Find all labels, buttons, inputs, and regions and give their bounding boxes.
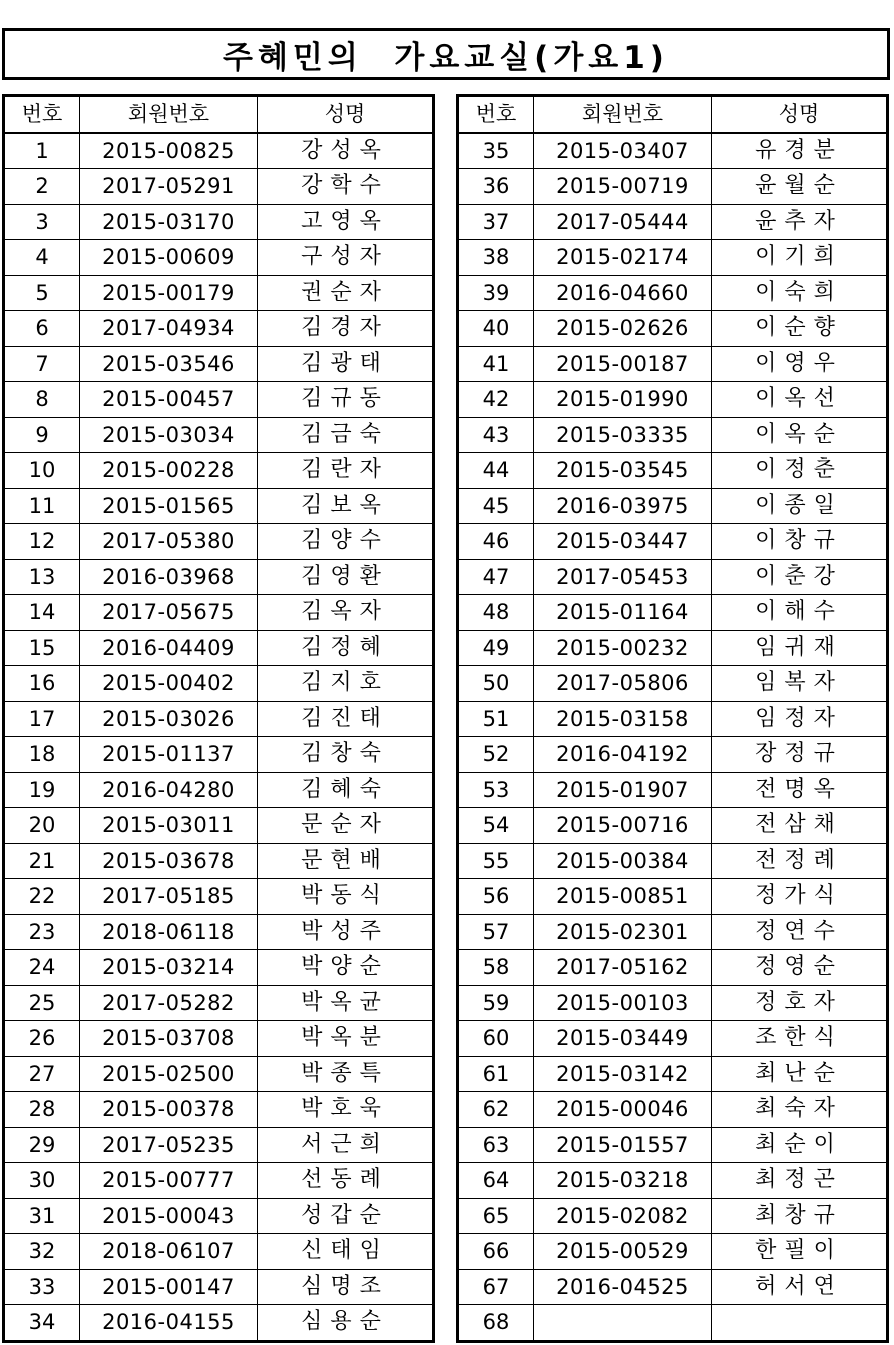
table-row [4,1234,434,1270]
member-id: 2015-00384 [534,843,712,879]
member-name: 박양순 [258,950,434,986]
row-number: 41 [458,346,534,382]
table-row [4,985,434,1021]
row-number: 62 [458,1092,534,1128]
table-row [458,1056,888,1092]
table-row [4,133,434,169]
member-name: 이옥선 [712,382,888,418]
member-name: 박동식 [258,879,434,915]
member-id: 2015-01907 [534,772,712,808]
row-number: 34 [4,1305,80,1342]
member-name: 장정규 [712,737,888,773]
member-id: 2016-03968 [80,559,258,595]
member-name: 이순향 [712,311,888,347]
member-name: 최정곤 [712,1163,888,1199]
row-number: 43 [458,417,534,453]
member-name: 권순자 [258,275,434,311]
row-number: 47 [458,559,534,595]
member-id: 2015-01137 [80,737,258,773]
table-row [4,1127,434,1163]
member-id: 2015-02174 [534,240,712,276]
member-id: 2017-05453 [534,559,712,595]
row-number: 48 [458,595,534,631]
member-name [712,1305,888,1342]
row-number: 56 [458,879,534,915]
member-name: 전명옥 [712,772,888,808]
member-id: 2015-00609 [80,240,258,276]
member-id: 2015-03449 [534,1021,712,1057]
row-number: 66 [458,1234,534,1270]
table-row [458,204,888,240]
member-id: 2015-00147 [80,1269,258,1305]
table-row [4,843,434,879]
table-row [458,914,888,950]
member-id: 2015-02082 [534,1198,712,1234]
member-name: 박종특 [258,1056,434,1092]
member-id: 2015-00402 [80,666,258,702]
table-row [458,808,888,844]
member-name: 최창규 [712,1198,888,1234]
member-id: 2015-03546 [80,346,258,382]
row-number: 9 [4,417,80,453]
member-id: 2017-05282 [80,985,258,1021]
member-id: 2015-03545 [534,453,712,489]
row-number: 61 [458,1056,534,1092]
table-row [458,133,888,169]
member-id: 2015-02301 [534,914,712,950]
row-number: 25 [4,985,80,1021]
member-name: 심명조 [258,1269,434,1305]
member-name: 강학수 [258,169,434,205]
member-name: 유경분 [712,133,888,169]
member-name: 이종일 [712,488,888,524]
member-name: 김경자 [258,311,434,347]
member-id: 2016-04155 [80,1305,258,1342]
member-id: 2017-05444 [534,204,712,240]
row-number: 21 [4,843,80,879]
member-id: 2015-02500 [80,1056,258,1092]
table-row [458,524,888,560]
row-number: 12 [4,524,80,560]
member-name: 문현배 [258,843,434,879]
member-name: 성갑순 [258,1198,434,1234]
member-name: 문순자 [258,808,434,844]
member-id: 2017-05185 [80,879,258,915]
member-name: 김영환 [258,559,434,595]
row-number: 24 [4,950,80,986]
row-number: 42 [458,382,534,418]
row-number: 16 [4,666,80,702]
row-number: 29 [4,1127,80,1163]
member-name: 정영순 [712,950,888,986]
member-name: 조한식 [712,1021,888,1057]
member-name: 이영우 [712,346,888,382]
table-row [458,1127,888,1163]
row-number: 4 [4,240,80,276]
table-row [4,453,434,489]
member-name: 김란자 [258,453,434,489]
table-row [458,701,888,737]
header-name: 성명 [258,96,434,133]
member-name: 임귀재 [712,630,888,666]
table-row [4,382,434,418]
member-id: 2015-00825 [80,133,258,169]
member-name: 최난순 [712,1056,888,1092]
table-row [458,417,888,453]
table-row [4,879,434,915]
table-row [458,879,888,915]
row-number: 31 [4,1198,80,1234]
member-id: 2015-00719 [534,169,712,205]
member-name: 정호자 [712,985,888,1021]
table-row [4,346,434,382]
member-id: 2015-00187 [534,346,712,382]
member-id: 2016-04280 [80,772,258,808]
member-name: 이창규 [712,524,888,560]
title-box [2,28,890,80]
member-name: 박성주 [258,914,434,950]
member-id: 2015-00378 [80,1092,258,1128]
row-number: 6 [4,311,80,347]
member-name: 이춘강 [712,559,888,595]
header-member-id: 회원번호 [80,96,258,133]
row-number: 15 [4,630,80,666]
row-number: 35 [458,133,534,169]
member-id: 2016-04660 [534,275,712,311]
table-row [4,559,434,595]
row-number: 11 [4,488,80,524]
row-number: 7 [4,346,80,382]
member-name: 이정춘 [712,453,888,489]
member-id: 2015-03034 [80,417,258,453]
table-row [458,488,888,524]
member-id: 2017-05291 [80,169,258,205]
row-number: 33 [4,1269,80,1305]
table-row [4,666,434,702]
table-row [4,595,434,631]
table-row [458,630,888,666]
member-id: 2015-03026 [80,701,258,737]
row-number: 14 [4,595,80,631]
row-number: 39 [458,275,534,311]
member-id: 2016-04192 [534,737,712,773]
member-name: 최순이 [712,1127,888,1163]
member-id: 2016-04525 [534,1269,712,1305]
row-number: 38 [458,240,534,276]
row-number: 60 [458,1021,534,1057]
member-name: 김양수 [258,524,434,560]
row-number: 51 [458,701,534,737]
row-number: 64 [458,1163,534,1199]
member-id: 2016-04409 [80,630,258,666]
table-row [4,808,434,844]
header-member-id: 회원번호 [534,96,712,133]
table-row [4,240,434,276]
header-no: 번호 [4,96,80,133]
member-id: 2015-03678 [80,843,258,879]
row-number: 13 [4,559,80,595]
member-id: 2015-03170 [80,204,258,240]
table-row [458,772,888,808]
member-name: 박옥균 [258,985,434,1021]
row-number: 30 [4,1163,80,1199]
table-row [458,737,888,773]
member-id: 2015-03214 [80,950,258,986]
member-name: 서근희 [258,1127,434,1163]
member-id: 2015-03335 [534,417,712,453]
member-id: 2015-00043 [80,1198,258,1234]
member-table-right [456,94,889,1343]
table-row [4,950,434,986]
table-row [458,382,888,418]
member-id: 2015-00179 [80,275,258,311]
table-row [4,1198,434,1234]
member-id: 2015-01990 [534,382,712,418]
row-number: 23 [4,914,80,950]
row-number: 63 [458,1127,534,1163]
table-row [4,275,434,311]
row-number: 57 [458,914,534,950]
member-id: 2015-00529 [534,1234,712,1270]
row-number: 5 [4,275,80,311]
table-row [458,1269,888,1305]
row-number: 10 [4,453,80,489]
member-name: 김정혜 [258,630,434,666]
table-row [4,737,434,773]
row-number: 58 [458,950,534,986]
table-row [458,1092,888,1128]
table-row [4,524,434,560]
row-number: 45 [458,488,534,524]
member-id: 2015-01565 [80,488,258,524]
table-row [458,843,888,879]
table-row [458,950,888,986]
member-name: 윤월순 [712,169,888,205]
member-id: 2015-00232 [534,630,712,666]
member-name: 정가식 [712,879,888,915]
table-row [458,1198,888,1234]
member-name: 신태임 [258,1234,434,1270]
row-number: 55 [458,843,534,879]
table-row [4,1056,434,1092]
member-id: 2015-03011 [80,808,258,844]
table-row [4,417,434,453]
member-name: 임정자 [712,701,888,737]
page-title: 주혜민의 가요교실(가요1) [223,39,669,76]
table-row [4,1305,434,1342]
row-number: 2 [4,169,80,205]
member-id: 2018-06107 [80,1234,258,1270]
row-number: 46 [458,524,534,560]
table-row [458,985,888,1021]
row-number: 67 [458,1269,534,1305]
row-number: 1 [4,133,80,169]
member-name: 강성옥 [258,133,434,169]
table-row [458,559,888,595]
row-number: 17 [4,701,80,737]
table-row [4,630,434,666]
member-name: 김창숙 [258,737,434,773]
member-name: 선동례 [258,1163,434,1199]
member-id: 2015-02626 [534,311,712,347]
member-id: 2015-00228 [80,453,258,489]
member-id: 2015-03708 [80,1021,258,1057]
table-row [458,311,888,347]
member-id: 2015-03142 [534,1056,712,1092]
table-row [458,169,888,205]
member-name: 김진태 [258,701,434,737]
table-row [458,1021,888,1057]
row-number: 52 [458,737,534,773]
member-id: 2015-01557 [534,1127,712,1163]
row-number: 49 [458,630,534,666]
member-id: 2017-05675 [80,595,258,631]
member-id: 2016-03975 [534,488,712,524]
row-number: 59 [458,985,534,1021]
member-id: 2015-01164 [534,595,712,631]
member-name: 심용순 [258,1305,434,1342]
member-id: 2015-00716 [534,808,712,844]
table-row [458,1163,888,1199]
row-number: 26 [4,1021,80,1057]
row-number: 28 [4,1092,80,1128]
row-number: 65 [458,1198,534,1234]
row-number: 32 [4,1234,80,1270]
row-number: 3 [4,204,80,240]
table-row [4,488,434,524]
table-row [458,453,888,489]
header-row [458,96,888,133]
member-id: 2015-00457 [80,382,258,418]
row-number: 37 [458,204,534,240]
member-name: 김지호 [258,666,434,702]
member-id: 2015-03447 [534,524,712,560]
member-id: 2017-05806 [534,666,712,702]
member-name: 김금숙 [258,417,434,453]
member-name: 박옥분 [258,1021,434,1057]
row-number: 53 [458,772,534,808]
member-id: 2015-03407 [534,133,712,169]
table-row [4,1163,434,1199]
row-number: 68 [458,1305,534,1342]
member-id: 2015-00851 [534,879,712,915]
member-id: 2015-00046 [534,1092,712,1128]
row-number: 19 [4,772,80,808]
table-row [458,240,888,276]
table-row [4,1021,434,1057]
member-name: 임복자 [712,666,888,702]
row-number: 18 [4,737,80,773]
member-name: 박호욱 [258,1092,434,1128]
member-name: 이숙희 [712,275,888,311]
member-name: 이기희 [712,240,888,276]
header-row [4,96,434,133]
member-name: 김보옥 [258,488,434,524]
row-number: 27 [4,1056,80,1092]
member-id: 2017-05162 [534,950,712,986]
row-number: 36 [458,169,534,205]
header-no: 번호 [458,96,534,133]
row-number: 22 [4,879,80,915]
member-id: 2017-04934 [80,311,258,347]
member-name: 전삼채 [712,808,888,844]
table-row [458,1234,888,1270]
member-name: 구성자 [258,240,434,276]
row-number: 54 [458,808,534,844]
row-number: 20 [4,808,80,844]
table-row [4,204,434,240]
header-name: 성명 [712,96,888,133]
member-name: 고영옥 [258,204,434,240]
row-number: 8 [4,382,80,418]
member-name: 전정례 [712,843,888,879]
table-row [458,275,888,311]
row-number: 50 [458,666,534,702]
member-name: 정연수 [712,914,888,950]
member-name: 허서연 [712,1269,888,1305]
table-row [4,914,434,950]
member-name: 한필이 [712,1234,888,1270]
member-id: 2015-03158 [534,701,712,737]
member-id: 2015-03218 [534,1163,712,1199]
member-id: 2017-05380 [80,524,258,560]
member-name: 이해수 [712,595,888,631]
table-row [4,169,434,205]
member-id [534,1305,712,1342]
member-name: 이옥순 [712,417,888,453]
table-row [458,346,888,382]
member-id: 2015-00777 [80,1163,258,1199]
table-row [4,772,434,808]
member-name: 김혜숙 [258,772,434,808]
member-id: 2017-05235 [80,1127,258,1163]
member-name: 최숙자 [712,1092,888,1128]
table-row [458,666,888,702]
table-row [4,311,434,347]
table-row [4,1092,434,1128]
member-name: 김옥자 [258,595,434,631]
member-id: 2015-00103 [534,985,712,1021]
member-name: 김규동 [258,382,434,418]
member-id: 2018-06118 [80,914,258,950]
table-row [458,1305,888,1342]
table-row [458,595,888,631]
row-number: 40 [458,311,534,347]
member-name: 김광태 [258,346,434,382]
row-number: 44 [458,453,534,489]
table-row [4,701,434,737]
member-name: 윤추자 [712,204,888,240]
member-table-left [2,94,435,1343]
table-row [4,1269,434,1305]
